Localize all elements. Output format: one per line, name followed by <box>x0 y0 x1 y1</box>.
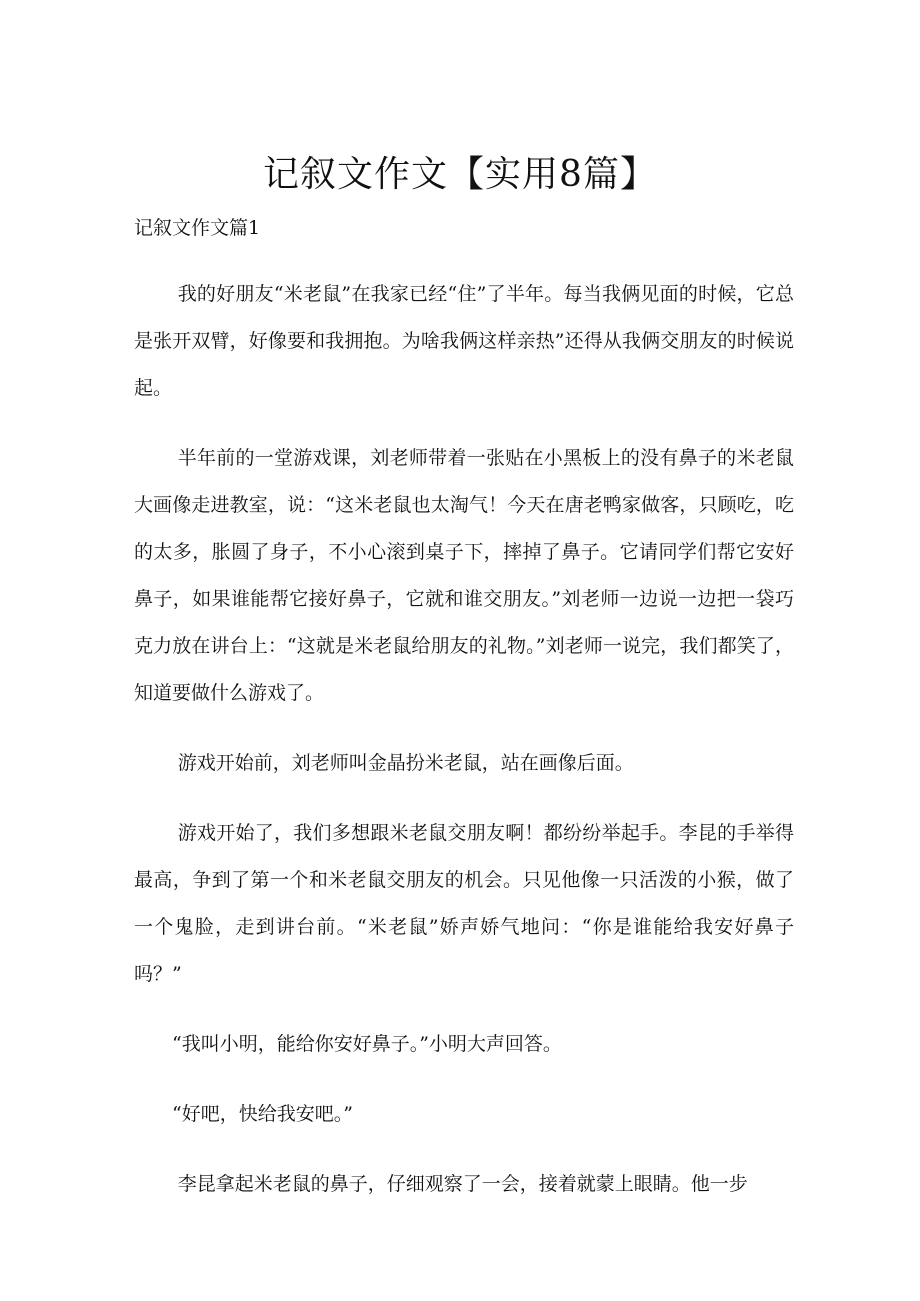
paragraph-1: 我的好朋友“米老鼠”在我家已经“住”了半年。每当我俩见面的时候，它总是张开双臂，好像要和我拥抱。为啥我俩这样亲热”还得从我俩交朋友的时候说起。 <box>134 283 794 399</box>
paragraph-6: “好吧，快给我安吧。” <box>172 1103 353 1125</box>
paragraph-5: “我叫小明，能给你安好鼻子。”小明大声回答。 <box>172 1033 562 1055</box>
paragraph-2: 半年前的一堂游戏课，刘老师带着一张贴在小黑板上的没有鼻子的米老鼠大画像走进教室，说：“这米老鼠也太淘气！今天在唐老鸭家做客，只顾吃，吃的太多，胀圆了身子，不小心滚到桌子下，摔掉了鼻子。它请同学们帮它安好鼻子，如果谁能帮它接好鼻子，它就和谁交朋友。”刘老师一边说一边把一袋巧克力放在讲台上：“这就是米老鼠给朋友的礼物。”刘老师一说完，我们都笑了，知道要做什么游戏了。 <box>134 447 794 704</box>
document-body <box>134 271 794 1231</box>
paragraph-7: 李昆拿起米老鼠的鼻子，仔细观察了一会，接着就蒙上眼睛。他一步 <box>177 1173 748 1195</box>
paragraph-3: 游戏开始前，刘老师叫金晶扮米老鼠，站在画像后面。 <box>177 752 634 774</box>
section-heading: 记叙文作文篇1 <box>134 217 261 239</box>
document-title: 记叙文作文【实用8篇】 <box>263 154 657 195</box>
paragraph-4: 游戏开始了，我们多想跟米老鼠交朋友啊！都纷纷举起手。李昆的手举得最高，争到了第一个和米老鼠交朋友的机会。只见他像一只活泼的小猴，做了一个鬼脸，走到讲台前。“米老鼠”娇声娇气地问：“你是谁能给我安好鼻子吗？” <box>134 822 794 985</box>
